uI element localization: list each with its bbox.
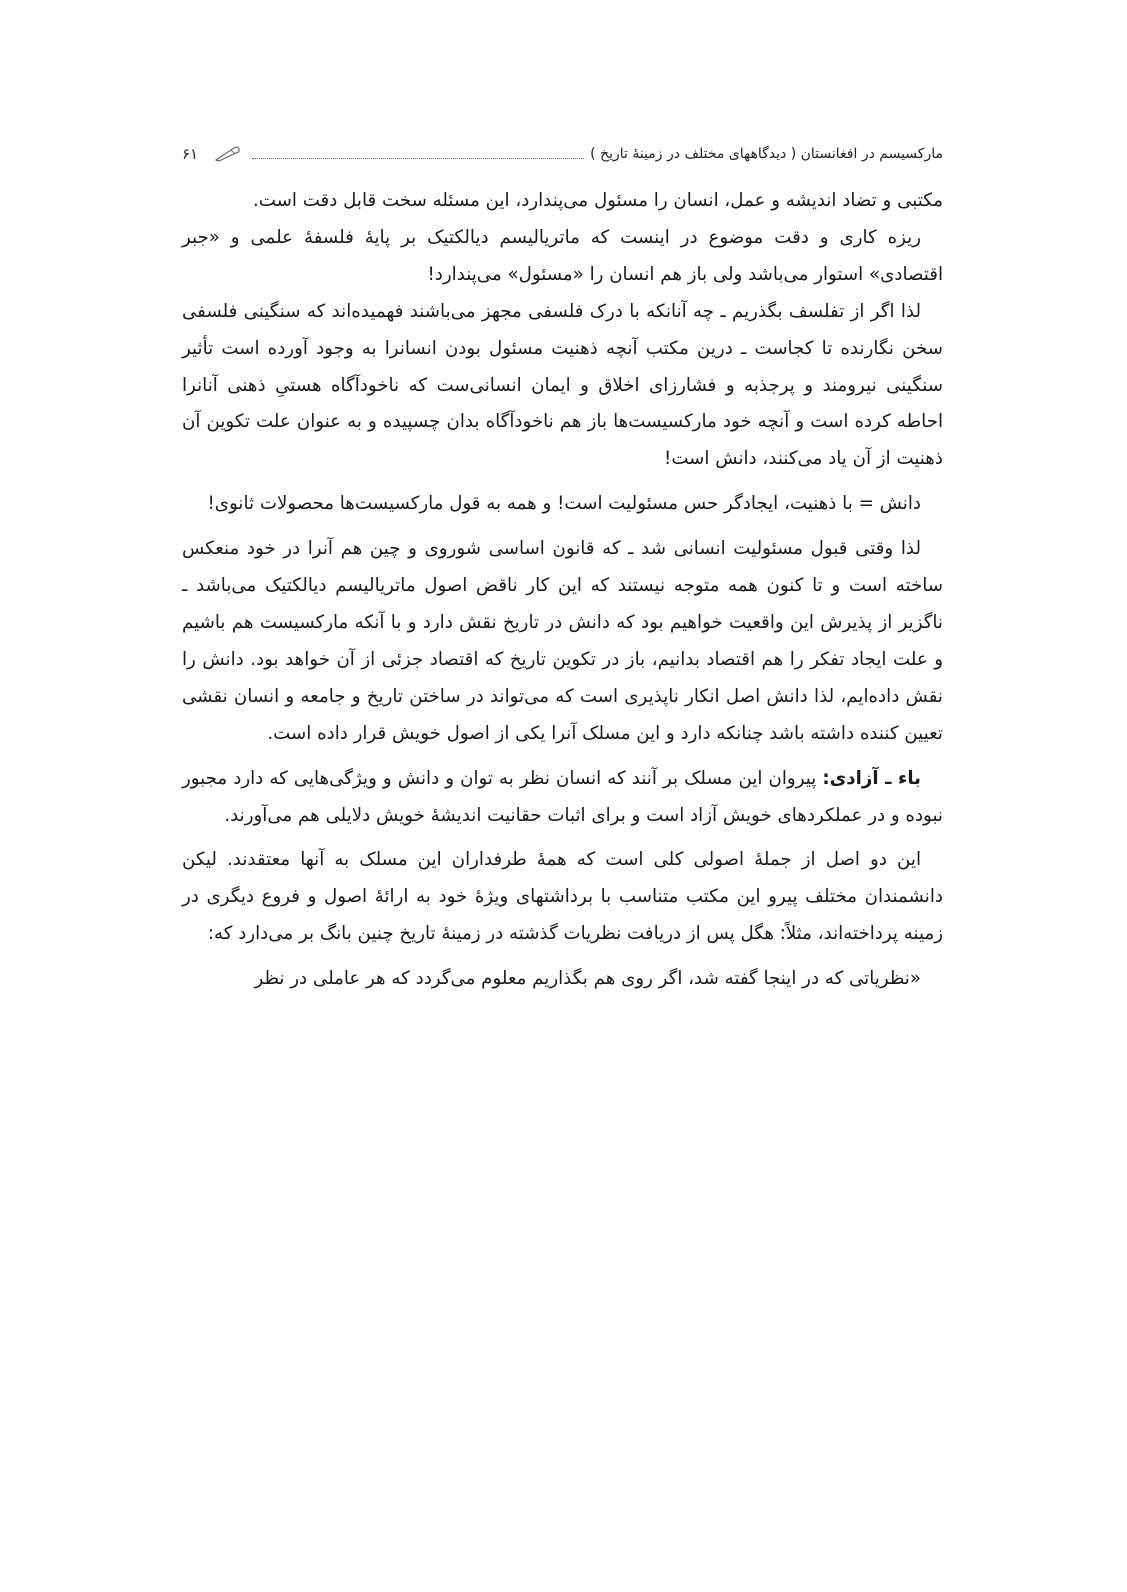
paragraph: ریزه کاری و دقت موضوع در اینست که ماتریالیسم دیالکتیک بر پایهٔ فلسفهٔ علمی و «جبر اقتصادی» استوار می‌باشد ولی باز هم انسان را «مسئول» می‌پندارد! (182, 226, 943, 285)
paragraph: دانش = با ذهنیت، ایجادگر حس مسئولیت است! و همه به قول مارکسیست‌ها محصولات ثانوی! (207, 493, 921, 515)
paragraph: مکتبی و تضاد اندیشه و عمل، انسان را مسئول می‌پندارد، این مسئله سخت قابل دقت است. (252, 190, 943, 211)
paragraph-body: پیروان این مسلک بر آنند که انسان نظر به توان و دانش و ویژگی‌هایی که دارد مجبور نبوده و در عملکردهای خویش آزاد است و برای اثبات حقانیت اندیشهٔ خویش دلایلی هم می‌آورند. (182, 767, 943, 826)
running-header (182, 142, 943, 166)
paragraph: لذا اگر از تفلسف بگذریم ـ چه آنانکه با درک فلسفی مجهز می‌باشند فهمیده‌اند که سنگینی فلسفی سخن نگارنده تا کجاست ـ درین مکتب آنچه ذهنیت مسئول بودن انسانرا به وجود آورده است تأثیر سنگینی نیرومند و پرجذبه و فشارزای اخلاق و ایمان انسانی‌ست که ناخودآگاه هستیِ ذهنی آنانرا احاطه کرده است و آنچه خود مارکسیست‌ها باز هم ناخودآگاه بدان چسپیده و به عنوان علت تکوین آن ذهنیت از آن یاد می‌کنند، دانش است! (182, 300, 943, 470)
paragraph: «نظریاتی که در اینجا گفته شد، اگر روی هم بگذاریم معلوم می‌گردد که هر عاملی در نظر (254, 968, 921, 990)
running-title: مارکسیسم در افغانستان ( دیدگاههای مختلف در زمینهٔ تاریخ ) (590, 146, 943, 162)
page-number: ۶۱ (182, 145, 199, 163)
paragraph (182, 761, 943, 835)
pen-icon (214, 145, 242, 163)
paragraph: لذا وقتی قبول مسئولیت انسانی شد ـ که قانون اساسی شوروی و چین هم آنرا در خود منعکس ساخته است و تا کنون همه متوجه نیستند که این کار ناقض اصول ماتریالیسم دیالکتیک می‌باشد ـ ناگزیر از پذیرش این واقعیت خواهیم بود که دانش در تاریخ نقش دارد و با آنکه مارکسیست هم باشیم و علت ایجاد تفکر را هم اقتصاد بدانیم، باز در تکوین تاریخ که اقتصاد جزئی از آن خواهد بود. دانش را نقش داده‌ایم، لذا دانش اصل انکار ناپذیری است که می‌تواند در ساختن تاریخ و جامعه و انسان نقشی تعیین کننده داشته باشد چنانکه دارد و این مسلک آنرا یکی از اصول خویش قرار داده است. (182, 538, 943, 744)
paragraph: این دو اصل از جملهٔ اصولی کلی است که همهٔ طرفداران این مسلک به آنها معتقدند. لیکن دانشمندان مختلف پیرو این مکتب متناسب با برداشتهای ویژهٔ خود به ارائهٔ اصول و فروع دیگری در زمینه پرداخته‌اند، مثلاً: هگل پس از دریافت نظریات گذشته در زمینهٔ تاریخ چنین بانگ بر می‌دارد که: (182, 849, 943, 945)
body-text (182, 183, 943, 998)
paragraph-lead: باء ـ آزادی: (822, 767, 921, 789)
leader-dots (252, 158, 584, 159)
